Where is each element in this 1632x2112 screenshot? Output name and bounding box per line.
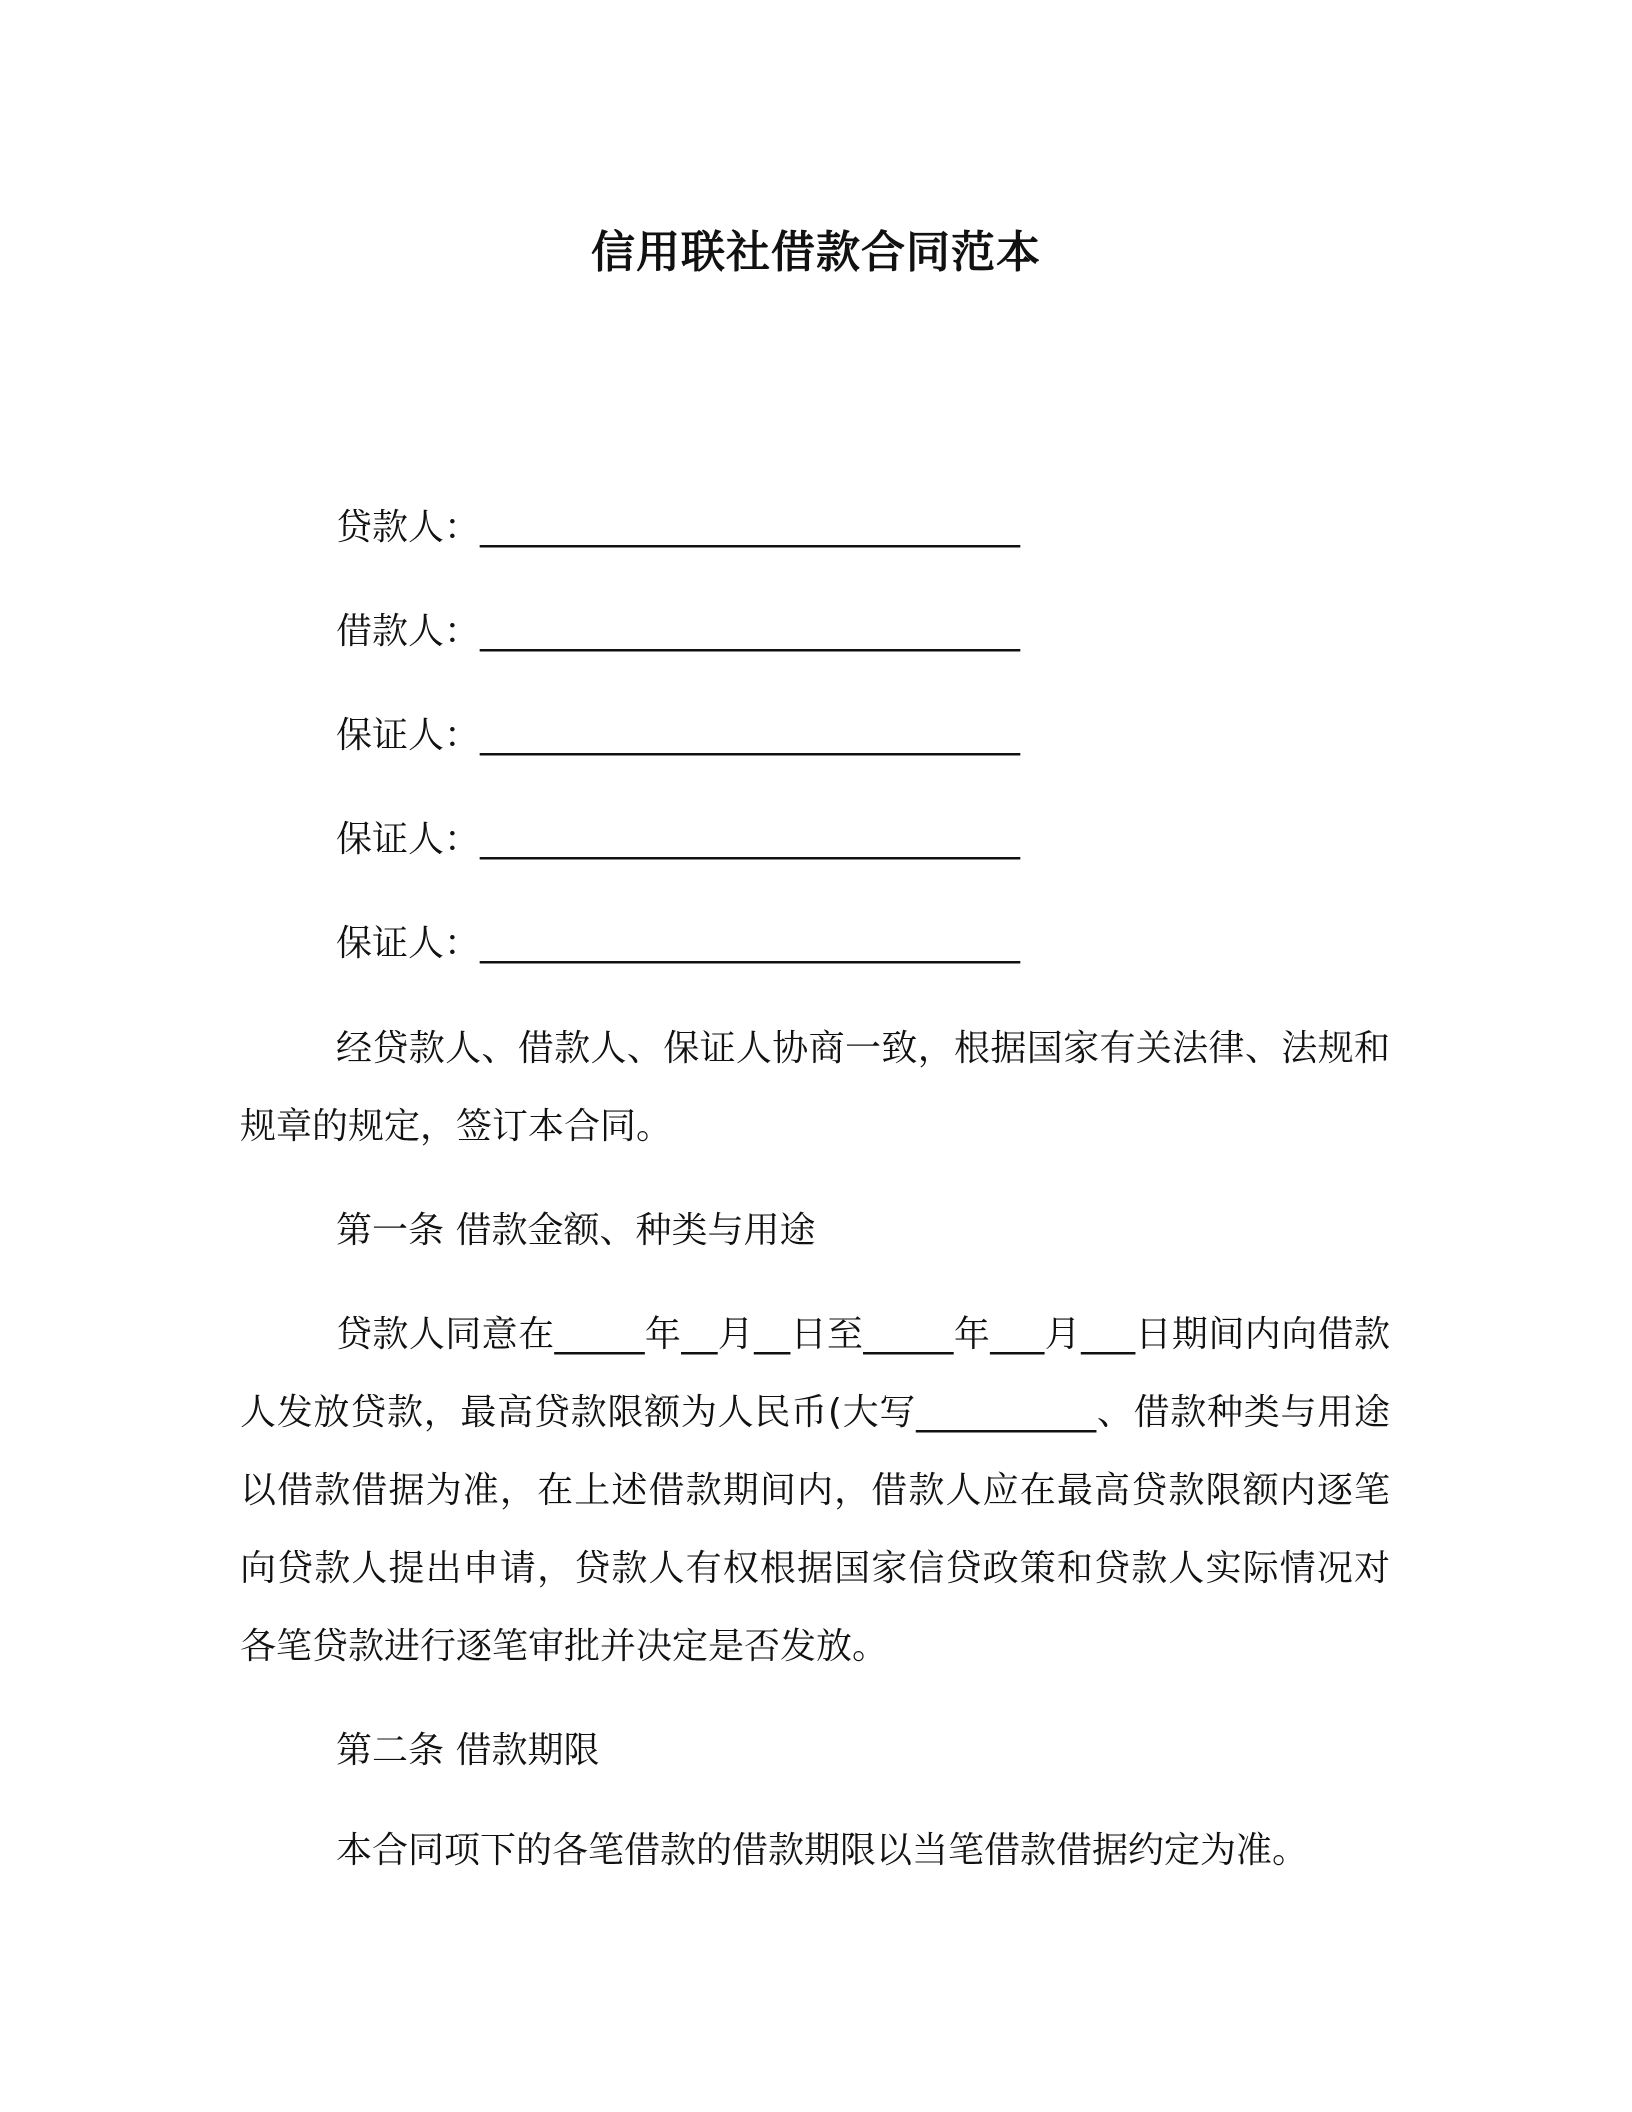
party-label: 保证人：	[336, 715, 481, 756]
article-2-paragraph: 本合同项下的各笔借款的借款期限以当笔借款借据约定为准。	[336, 1830, 1309, 1871]
article-1-paragraph: 贷款人同意在_____年__月__日至_____年___月___日期间内向借款人发放贷款，最高贷款限额为人民币(大写__________、借款种类与用途以借款借据为准，在上述借款期间内，借款人应在最高贷款限额内逐笔向贷款人提出申请，贷款人有权根据国家信贷政策和贷款人实际情况对各笔贷款进行逐笔审批并决定是否发放。	[240, 1314, 1390, 1667]
party-blank-line: ______________________________	[480, 507, 1021, 548]
party-list	[336, 498, 1336, 1018]
document-title: 信用联社借款合同范本	[591, 227, 1041, 278]
article-1-heading: 第一条 借款金额、种类与用途	[336, 1210, 816, 1251]
party-blank-line: ______________________________	[480, 819, 1021, 860]
party-blank-line: ______________________________	[480, 923, 1021, 964]
party-label: 保证人：	[336, 819, 481, 860]
party-blank-line: ______________________________	[480, 715, 1021, 756]
article-2-heading: 第二条 借款期限	[336, 1730, 600, 1771]
party-row-guarantor-1	[336, 706, 1336, 810]
party-blank-line: ______________________________	[480, 611, 1021, 652]
party-row-lender	[336, 498, 1336, 602]
party-label: 借款人：	[336, 611, 481, 652]
party-label: 贷款人：	[336, 507, 481, 548]
party-row-guarantor-2	[336, 810, 1336, 914]
party-row-borrower	[336, 602, 1336, 706]
party-row-guarantor-3	[336, 914, 1336, 1018]
document-body	[240, 1010, 1390, 1890]
party-label: 保证人：	[336, 923, 481, 964]
intro-paragraph: 经贷款人、借款人、保证人协商一致，根据国家有关法律、法规和规章的规定，签订本合同。	[240, 1028, 1390, 1147]
